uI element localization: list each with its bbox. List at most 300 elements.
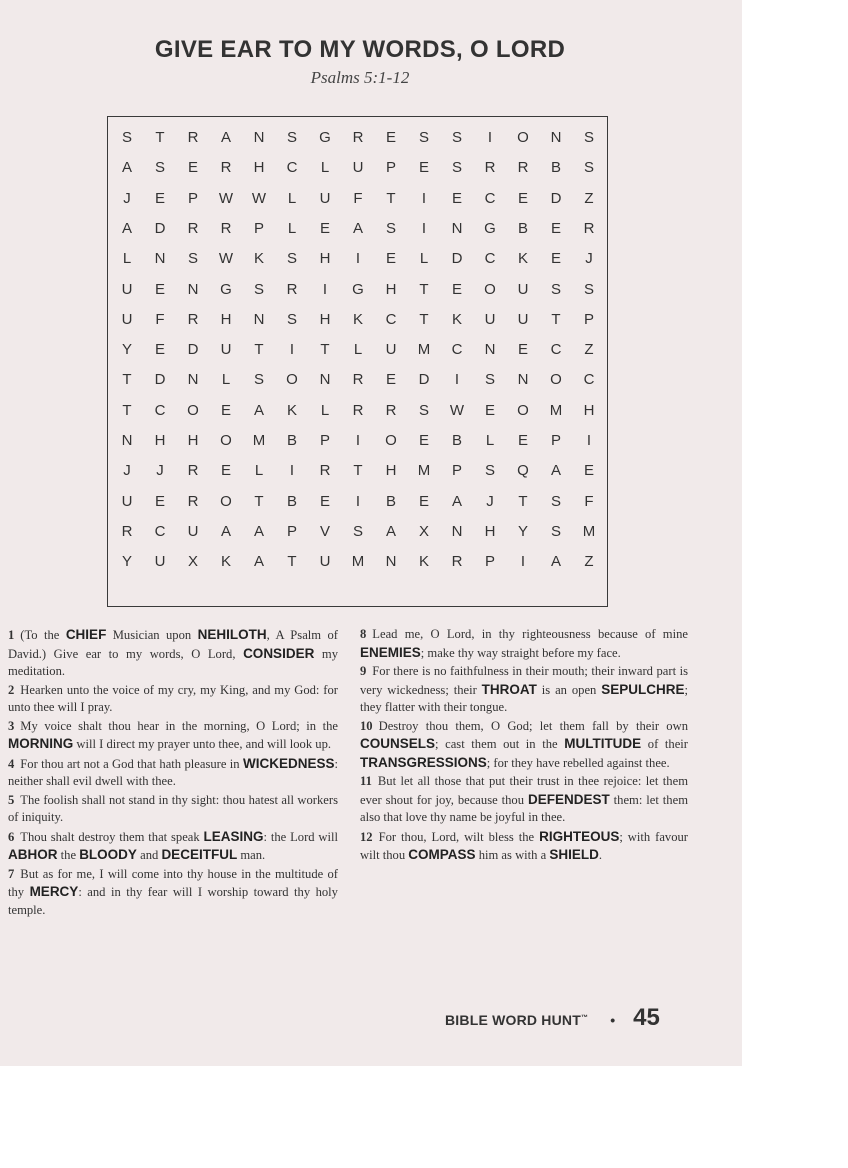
- verse-3: [8, 718, 338, 754]
- grid-letter: P: [385, 159, 396, 177]
- grid-letter: S: [352, 522, 363, 540]
- grid-letter: O: [484, 280, 496, 298]
- grid-row: [108, 123, 607, 153]
- verse-text: Lead me, O Lord, in thy righteousness because of mine: [372, 627, 688, 641]
- grid-letter: R: [517, 159, 529, 177]
- grid-letter: I: [454, 371, 460, 389]
- grid-letter: L: [320, 401, 330, 419]
- grid-letter: N: [187, 371, 199, 389]
- grid-row: [108, 456, 607, 486]
- verse-text: ; cast them out in the: [435, 737, 565, 751]
- grid-letter: T: [353, 462, 363, 480]
- verse-text: : neither shall evil dwell with thee.: [8, 756, 338, 788]
- grid-letter: R: [121, 522, 133, 540]
- grid-letter: Y: [121, 553, 132, 571]
- verse-8: [360, 626, 688, 662]
- footer-brand: [445, 1012, 588, 1028]
- verse-text: Musician upon: [106, 628, 198, 642]
- grid-letter: O: [187, 401, 199, 419]
- verse-text: him as with a: [475, 848, 550, 862]
- grid-letter: A: [385, 522, 396, 540]
- search-word: LEASING: [203, 828, 264, 844]
- grid-letter: L: [287, 189, 297, 207]
- grid-letter: R: [352, 401, 364, 419]
- grid-letter: E: [154, 341, 165, 359]
- grid-letter: E: [418, 432, 429, 449]
- verse-text: the: [57, 848, 80, 862]
- verse-text: ; for they have rebelled against thee.: [486, 755, 670, 770]
- grid-letter: N: [253, 129, 265, 146]
- grid-letter: A: [220, 129, 231, 146]
- grid-letter: I: [421, 219, 427, 237]
- grid-letter: L: [320, 159, 330, 177]
- page-footer: [445, 1004, 660, 1032]
- grid-letter: S: [550, 522, 561, 540]
- grid-letter: C: [484, 250, 496, 268]
- grid-letter: W: [218, 189, 234, 207]
- grid-letter: T: [122, 401, 132, 419]
- grid-letter: T: [419, 310, 429, 328]
- grid-letter: E: [550, 219, 561, 237]
- verse-text: man.: [237, 848, 266, 862]
- grid-letter: R: [220, 219, 232, 237]
- verse-2: [8, 682, 338, 717]
- verse-text: will I direct my prayer unto thee, and will look up.: [73, 737, 332, 751]
- grid-letter: S: [121, 129, 132, 146]
- grid-row: [108, 305, 607, 335]
- grid-letter: N: [187, 280, 199, 298]
- verse-number: 10: [360, 718, 373, 733]
- grid-letter: S: [484, 462, 495, 480]
- grid-letter: T: [551, 310, 561, 328]
- grid-letter: S: [286, 129, 297, 146]
- grid-row: [108, 365, 607, 395]
- grid-letter: T: [254, 341, 264, 359]
- grid-letter: U: [121, 492, 133, 510]
- grid-letter: O: [220, 492, 232, 510]
- grid-letter: H: [253, 159, 265, 177]
- grid-letter: R: [385, 401, 397, 419]
- verses-left-column: [8, 626, 338, 920]
- grid-letter: U: [220, 341, 232, 359]
- grid-letter: H: [187, 432, 199, 449]
- grid-row: [108, 275, 607, 305]
- grid-letter: B: [550, 159, 561, 177]
- grid-letter: S: [583, 280, 594, 298]
- grid-letter: O: [385, 432, 397, 449]
- grid-letter: R: [187, 219, 199, 237]
- grid-row: [108, 487, 607, 517]
- verse-text: ; they flatter with their tongue.: [360, 682, 688, 714]
- grid-letter: J: [123, 189, 131, 207]
- grid-letter: F: [353, 189, 363, 207]
- grid-letter: A: [451, 492, 462, 510]
- grid-letter: S: [583, 159, 594, 177]
- grid-letter: S: [418, 401, 429, 419]
- verse-text: The foolish shall not stand in thy sight: thou hatest all workers of iniquity.: [8, 792, 338, 824]
- grid-letter: D: [154, 371, 166, 389]
- grid-letter: U: [154, 553, 166, 571]
- grid-letter: Z: [584, 189, 594, 207]
- verse-text: ; make thy way straight before my face.: [420, 645, 621, 660]
- grid-letter: N: [121, 432, 133, 449]
- grid-letter: S: [286, 310, 297, 328]
- grid-letter: L: [221, 371, 231, 389]
- grid-letter: U: [121, 280, 133, 298]
- grid-letter: I: [289, 341, 295, 359]
- grid-letter: O: [517, 401, 529, 419]
- search-word: CHIEF: [65, 627, 107, 642]
- grid-letter: U: [319, 553, 331, 571]
- grid-letter: O: [517, 129, 529, 146]
- grid-letter: B: [385, 492, 396, 510]
- grid-letter: E: [517, 341, 528, 359]
- search-word: THROAT: [481, 681, 537, 697]
- grid-letter: S: [418, 129, 429, 146]
- verse-number: 7: [8, 866, 15, 881]
- grid-letter: A: [550, 462, 561, 480]
- grid-letter: K: [352, 310, 363, 328]
- grid-letter: C: [583, 371, 595, 389]
- grid-letter: D: [418, 371, 430, 389]
- grid-letter: E: [451, 189, 462, 207]
- grid-letter: E: [154, 492, 165, 510]
- grid-letter: X: [187, 553, 198, 571]
- verse-9: [360, 663, 688, 717]
- verse-text: ; with favour wilt thou: [360, 829, 689, 862]
- grid-letter: S: [550, 280, 561, 298]
- grid-letter: T: [419, 280, 429, 298]
- grid-letter: I: [520, 553, 526, 571]
- grid-letter: N: [550, 129, 562, 146]
- grid-row: [108, 244, 607, 274]
- verse-text: my meditation.: [8, 646, 338, 678]
- grid-letter: S: [385, 219, 396, 237]
- grid-letter: R: [451, 553, 463, 571]
- grid-letter: D: [451, 250, 463, 268]
- grid-letter: K: [253, 250, 264, 268]
- grid-letter: S: [583, 129, 594, 146]
- grid-letter: A: [121, 159, 132, 177]
- grid-letter: N: [517, 371, 529, 389]
- grid-letter: U: [517, 310, 529, 328]
- verse-number: 5: [8, 792, 15, 807]
- grid-letter: P: [187, 189, 198, 207]
- grid-letter: E: [154, 189, 165, 207]
- grid-letter: H: [484, 522, 496, 540]
- grid-row: [108, 335, 607, 365]
- verse-text: For there is no faithfulness in their mouth; their inward part is very wickedness; their: [360, 664, 688, 697]
- verse-number: 9: [360, 664, 367, 678]
- verse-text: .: [598, 848, 603, 862]
- verse-text: of their: [641, 737, 688, 751]
- search-word: ABHOR: [8, 847, 58, 862]
- grid-letter: Q: [517, 462, 529, 480]
- grid-letter: C: [451, 341, 463, 359]
- grid-letter: T: [287, 553, 297, 571]
- verse-text: Thou shalt destroy them that speak: [20, 829, 204, 844]
- grid-letter: I: [355, 432, 361, 449]
- grid-letter: I: [322, 280, 328, 298]
- grid-letter: S: [451, 159, 462, 177]
- grid-letter: E: [418, 159, 429, 177]
- grid-letter: A: [121, 219, 132, 237]
- grid-letter: U: [484, 310, 496, 328]
- grid-letter: M: [417, 462, 431, 480]
- verse-number: 12: [360, 829, 373, 844]
- search-word: MULTITUDE: [564, 736, 642, 751]
- verse-6: [8, 828, 338, 865]
- grid-letter: J: [156, 462, 164, 480]
- grid-letter: L: [122, 250, 132, 268]
- grid-letter: J: [585, 250, 593, 268]
- grid-letter: A: [253, 553, 264, 571]
- grid-letter: N: [484, 341, 496, 359]
- grid-letter: A: [220, 522, 231, 540]
- grid-letter: R: [352, 129, 364, 146]
- grid-letter: B: [517, 219, 528, 237]
- grid-letter: U: [319, 189, 331, 207]
- grid-letter: I: [355, 492, 361, 510]
- verse-7: [8, 866, 338, 920]
- grid-letter: T: [122, 371, 132, 389]
- search-word: RIGHTEOUS: [539, 828, 620, 844]
- grid-letter: N: [451, 219, 463, 237]
- grid-letter: E: [451, 280, 462, 298]
- grid-letter: C: [385, 310, 397, 328]
- grid-letter: I: [586, 432, 592, 449]
- grid-letter: K: [517, 250, 528, 268]
- grid-letter: L: [419, 250, 429, 268]
- search-word: CONSIDER: [243, 645, 315, 661]
- grid-letter: M: [417, 341, 431, 359]
- verse-4: [8, 755, 338, 791]
- grid-letter: H: [583, 401, 595, 419]
- search-word: ENEMIES: [360, 644, 421, 660]
- grid-letter: E: [484, 401, 495, 419]
- grid-letter: R: [187, 462, 199, 480]
- verse-text: is an open: [536, 682, 602, 697]
- verse-text: For thou art not a God that hath pleasure in: [20, 756, 243, 771]
- grid-letter: T: [254, 492, 264, 510]
- verse-text: : and in thy fear will I worship toward thy holy temple.: [8, 885, 338, 917]
- grid-letter: I: [487, 129, 493, 146]
- grid-letter: U: [121, 310, 133, 328]
- grid-letter: E: [220, 401, 231, 419]
- grid-letter: X: [418, 522, 429, 540]
- grid-letter: L: [485, 432, 495, 449]
- grid-letter: I: [421, 189, 427, 207]
- verse-text: For thou, Lord, wilt bless the: [378, 829, 540, 844]
- grid-letter: K: [286, 401, 297, 419]
- grid-letter: D: [187, 341, 199, 359]
- grid-letter: K: [418, 553, 429, 571]
- verse-number: 2: [8, 682, 15, 697]
- footer-brand-text: BIBLE WORD HUNT: [445, 1012, 581, 1028]
- grid-letter: I: [289, 462, 295, 480]
- grid-letter: R: [484, 159, 496, 177]
- verse-text: and: [136, 848, 162, 862]
- page-number: 45: [633, 1004, 660, 1031]
- grid-letter: W: [449, 401, 465, 419]
- grid-letter: H: [319, 310, 331, 328]
- search-word: DEFENDEST: [527, 791, 610, 807]
- grid-letter: A: [550, 553, 561, 571]
- search-word: SEPULCHRE: [601, 681, 685, 697]
- grid-letter: R: [187, 310, 199, 328]
- grid-letter: P: [451, 462, 462, 480]
- grid-letter: U: [517, 280, 529, 298]
- grid-letter: E: [550, 250, 561, 268]
- verse-number: 1: [8, 628, 15, 642]
- verse-number: 6: [8, 829, 15, 844]
- grid-letter: R: [583, 219, 595, 237]
- search-word: DECEITFUL: [161, 847, 238, 862]
- grid-letter: M: [351, 553, 365, 571]
- grid-letter: O: [550, 371, 562, 389]
- grid-letter: Y: [517, 522, 528, 540]
- search-word: WICKEDNESS: [242, 755, 335, 771]
- grid-letter: R: [319, 462, 331, 480]
- grid-letter: G: [319, 129, 331, 146]
- grid-letter: Y: [121, 341, 132, 359]
- verse-1: [8, 626, 338, 681]
- grid-letter: R: [286, 280, 298, 298]
- grid-letter: T: [518, 492, 528, 510]
- grid-letter: N: [451, 522, 463, 540]
- grid-letter: H: [385, 462, 397, 480]
- verse-number: 4: [8, 756, 15, 771]
- grid-letter: V: [319, 522, 330, 540]
- grid-letter: N: [319, 371, 331, 389]
- verse-10: [360, 718, 688, 773]
- grid-letter: T: [155, 129, 165, 146]
- verse-text: My voice shalt thou hear in the morning, O Lord; in the: [20, 718, 338, 733]
- grid-letter: N: [253, 310, 265, 328]
- grid-letter: J: [486, 492, 494, 510]
- grid-letter: K: [220, 553, 231, 571]
- grid-letter: E: [385, 250, 396, 268]
- grid-letter: C: [154, 401, 166, 419]
- grid-row: [108, 547, 607, 577]
- grid-letter: W: [218, 250, 234, 268]
- grid-letter: F: [155, 310, 165, 328]
- grid-letter: D: [154, 219, 166, 237]
- grid-letter: R: [220, 159, 232, 177]
- search-word: BLOODY: [79, 847, 137, 862]
- verse-number: 11: [360, 774, 372, 788]
- grid-letter: P: [550, 432, 561, 449]
- search-word: COMPASS: [408, 847, 476, 862]
- grid-letter: H: [385, 280, 397, 298]
- grid-letter: S: [451, 129, 462, 146]
- grid-letter: N: [154, 250, 166, 268]
- grid-letter: I: [355, 250, 361, 268]
- grid-letter: E: [187, 159, 198, 177]
- verse-text: But let all those that put their trust in thee rejoice: let them ever shout for joy, because thou: [360, 774, 688, 807]
- grid-letter: E: [385, 129, 396, 146]
- footer-bullet: •: [610, 1012, 616, 1028]
- verse-text: Hearken unto the voice of my cry, my King, and my God: for unto thee will I pray.: [8, 682, 338, 714]
- grid-letter: U: [385, 341, 397, 359]
- scripture-reference: Psalms 5:1-12: [310, 68, 410, 87]
- grid-letter: G: [220, 280, 232, 298]
- grid-letter: H: [220, 310, 232, 328]
- grid-letter: Z: [584, 341, 594, 359]
- verse-text: them: let them also that love thy name be joyful in thee.: [360, 792, 688, 824]
- word-search-grid: [107, 116, 608, 607]
- grid-letter: S: [286, 250, 297, 268]
- grid-letter: R: [187, 492, 199, 510]
- grid-letter: P: [319, 432, 330, 449]
- grid-letter: T: [320, 341, 330, 359]
- grid-row: [108, 214, 607, 244]
- grid-letter: G: [352, 280, 364, 298]
- search-word: COUNSELS: [360, 736, 436, 751]
- grid-letter: D: [550, 189, 562, 207]
- grid-letter: C: [286, 159, 298, 177]
- grid-letter: E: [319, 219, 330, 237]
- grid-row: [108, 426, 607, 456]
- grid-letter: N: [385, 553, 397, 571]
- grid-letter: L: [254, 462, 264, 480]
- grid-letter: Z: [584, 553, 594, 571]
- verse-text: (To the: [20, 628, 66, 642]
- grid-letter: E: [319, 492, 330, 510]
- grid-letter: P: [253, 219, 264, 237]
- grid-letter: E: [154, 280, 165, 298]
- search-word: MERCY: [29, 884, 79, 899]
- verse-text: But as for me, I will come into thy house in the multitude of thy: [8, 866, 338, 899]
- grid-letter: P: [484, 553, 495, 571]
- grid-letter: E: [517, 432, 528, 449]
- grid-letter: B: [286, 492, 297, 510]
- verse-number: 3: [8, 718, 15, 733]
- grid-letter: E: [220, 462, 231, 480]
- grid-row: [108, 396, 607, 426]
- grid-letter: S: [550, 492, 561, 510]
- verse-12: [360, 828, 688, 865]
- search-word: NEHILOTH: [197, 627, 267, 642]
- verse-5: [8, 792, 338, 827]
- grid-letter: F: [584, 492, 594, 510]
- grid-letter: M: [582, 522, 596, 540]
- grid-letter: M: [252, 432, 266, 449]
- grid-letter: B: [451, 432, 462, 449]
- grid-letter: L: [353, 341, 363, 359]
- grid-letter: C: [484, 189, 496, 207]
- grid-letter: J: [123, 462, 131, 480]
- grid-letter: S: [253, 280, 264, 298]
- grid-letter: W: [251, 189, 267, 207]
- verse-text: Destroy thou them, O God; let them fall by their own: [378, 718, 688, 733]
- grid-letter: E: [517, 189, 528, 207]
- grid-letter: S: [253, 371, 264, 389]
- grid-letter: O: [286, 371, 298, 389]
- grid-letter: U: [187, 522, 199, 540]
- search-word: MORNING: [8, 736, 74, 751]
- page-title: GIVE EAR TO MY WORDS, O LORD: [154, 36, 566, 63]
- verses-right-column: [360, 626, 688, 866]
- grid-letter: A: [253, 522, 264, 540]
- grid-letter: B: [286, 432, 297, 449]
- grid-letter: O: [220, 432, 232, 449]
- grid-letter: A: [253, 401, 264, 419]
- verse-text: : the Lord will: [263, 829, 339, 844]
- grid-letter: E: [418, 492, 429, 510]
- grid-letter: E: [583, 462, 594, 480]
- grid-letter: H: [319, 250, 331, 268]
